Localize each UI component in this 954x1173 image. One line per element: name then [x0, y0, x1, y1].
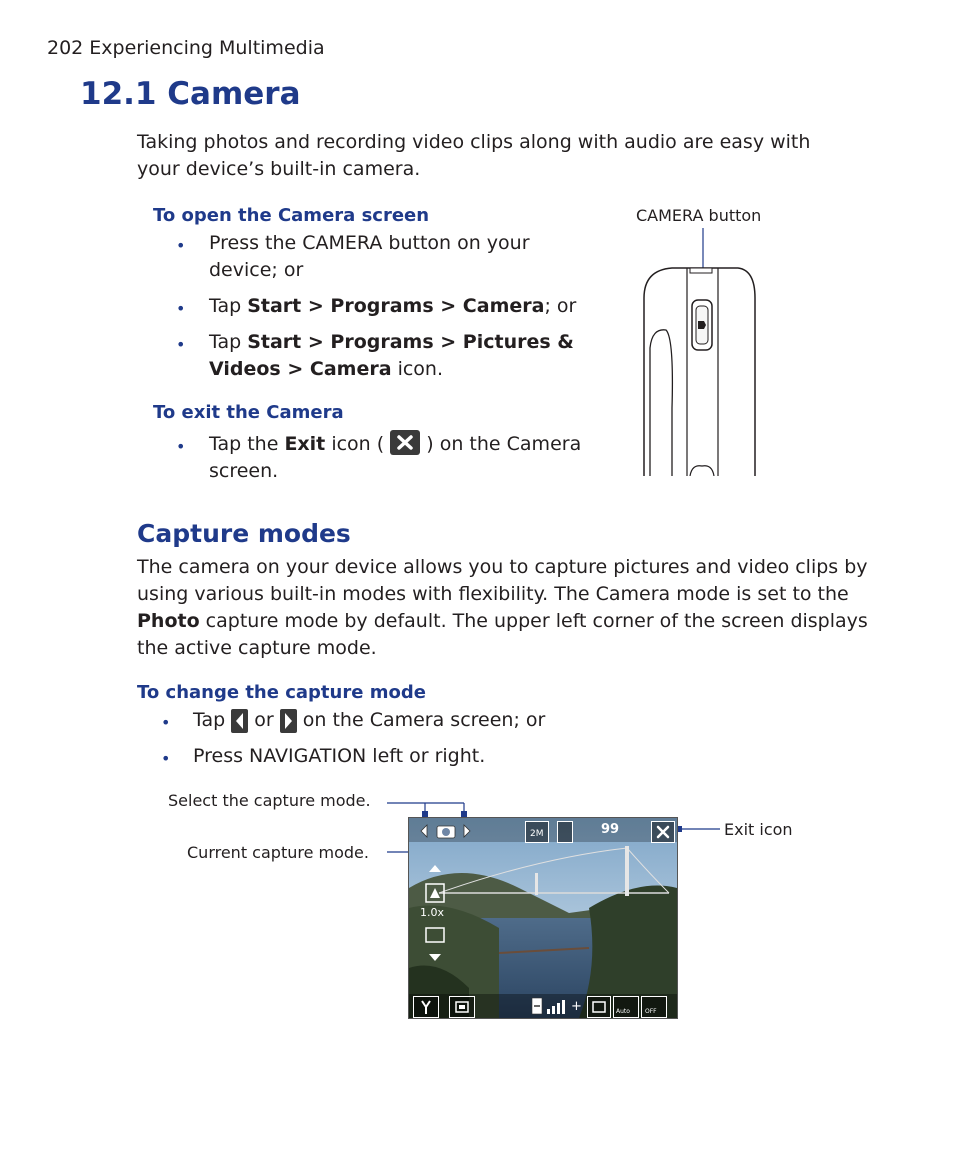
photo-word: Photo — [137, 610, 200, 632]
open-bullet-2 — [209, 293, 576, 320]
bullet-text: or — [248, 709, 280, 731]
zoom-level: 1.0x — [420, 906, 445, 919]
open-bullet-1 — [209, 230, 589, 284]
svg-text:+: + — [571, 999, 582, 1014]
bullet-text: ) on the Camera — [426, 433, 582, 455]
bullet-text: Tap — [209, 331, 248, 353]
device-side-illustration — [630, 228, 770, 476]
page-header: 202 Experiencing Multimedia — [47, 37, 325, 59]
resolution-icon[interactable] — [525, 821, 549, 843]
menu-path: Start > Programs > Pictures & — [247, 331, 574, 353]
bullet-text: Tap — [209, 295, 248, 317]
menu-path: Videos > Camera — [209, 358, 392, 380]
flash-text: OFF — [645, 1008, 657, 1015]
storage-icon[interactable] — [557, 821, 573, 843]
bullet-text: Tap the — [209, 433, 285, 455]
exit-camera-heading: To exit the Camera — [153, 402, 344, 423]
intro-paragraph — [137, 129, 810, 183]
menu-path: Start > Programs > Camera — [247, 295, 545, 317]
bullet-text: icon ( — [325, 433, 385, 455]
para-text: capture mode by default. The upper left corner of the screen displays — [199, 610, 868, 632]
exit-word: Exit — [284, 433, 326, 455]
change-mode-heading: To change the capture mode — [137, 682, 426, 703]
right-arrow-icon — [280, 709, 297, 733]
bullet: • — [161, 749, 171, 768]
camera-screen — [408, 817, 678, 1019]
camera-button-label: CAMERA button — [636, 206, 762, 225]
section-title: 12.1 Camera — [80, 76, 301, 112]
bullet: • — [161, 713, 171, 732]
open-camera-heading: To open the Camera screen — [153, 205, 430, 226]
current-mode-label: Current capture mode. — [187, 843, 369, 862]
capture-mode-selector[interactable] — [419, 822, 479, 840]
bullet-text: on the Camera screen; or — [296, 709, 546, 731]
bullet: • — [176, 236, 186, 255]
select-mode-label: Select the capture mode. — [168, 791, 371, 810]
exit-icon-label: Exit icon — [724, 820, 793, 839]
exit-icon — [390, 430, 420, 455]
change-bullet-2: Press NAVIGATION left or right. — [193, 745, 486, 767]
flash-icon[interactable] — [641, 996, 667, 1018]
focus-icon[interactable] — [587, 996, 611, 1018]
exit-bullet-1 — [209, 431, 609, 485]
para-line: the active capture mode. — [137, 637, 377, 659]
white-balance-icon[interactable] — [613, 996, 639, 1018]
resolution-text: 2M — [530, 829, 544, 839]
shots-remaining: 99 — [601, 822, 620, 837]
bullet-text: ; or — [544, 295, 577, 317]
menu-icon[interactable] — [449, 996, 475, 1018]
bullet-line: device; or — [209, 259, 304, 281]
bullet: • — [176, 437, 186, 456]
brightness-control[interactable] — [531, 996, 583, 1016]
open-bullet-3 — [209, 329, 589, 383]
bullet-line: Press the CAMERA button on your — [209, 232, 530, 254]
para-line: The camera on your device allows you to capture pictures and video clips by — [137, 556, 868, 578]
tools-icon[interactable] — [413, 996, 439, 1018]
bullet-text: icon. — [391, 358, 444, 380]
bullet: • — [176, 335, 186, 354]
left-arrow-icon — [231, 709, 248, 733]
capture-modes-paragraph — [137, 554, 868, 662]
intro-line: Taking photos and recording video clips along with audio are easy with — [137, 131, 811, 153]
bullet-text: Tap — [193, 709, 232, 731]
capture-modes-title: Capture modes — [137, 519, 351, 548]
bullet: • — [176, 299, 186, 318]
white-balance-text: Auto — [616, 1008, 630, 1015]
change-bullet-1 — [193, 707, 545, 734]
para-line: using various built-in modes with flexibility. The Camera mode is set to the — [137, 583, 849, 605]
exit-icon[interactable] — [651, 821, 675, 843]
intro-line: your device’s built-in camera. — [137, 158, 421, 180]
bullet-line: screen. — [209, 460, 279, 482]
